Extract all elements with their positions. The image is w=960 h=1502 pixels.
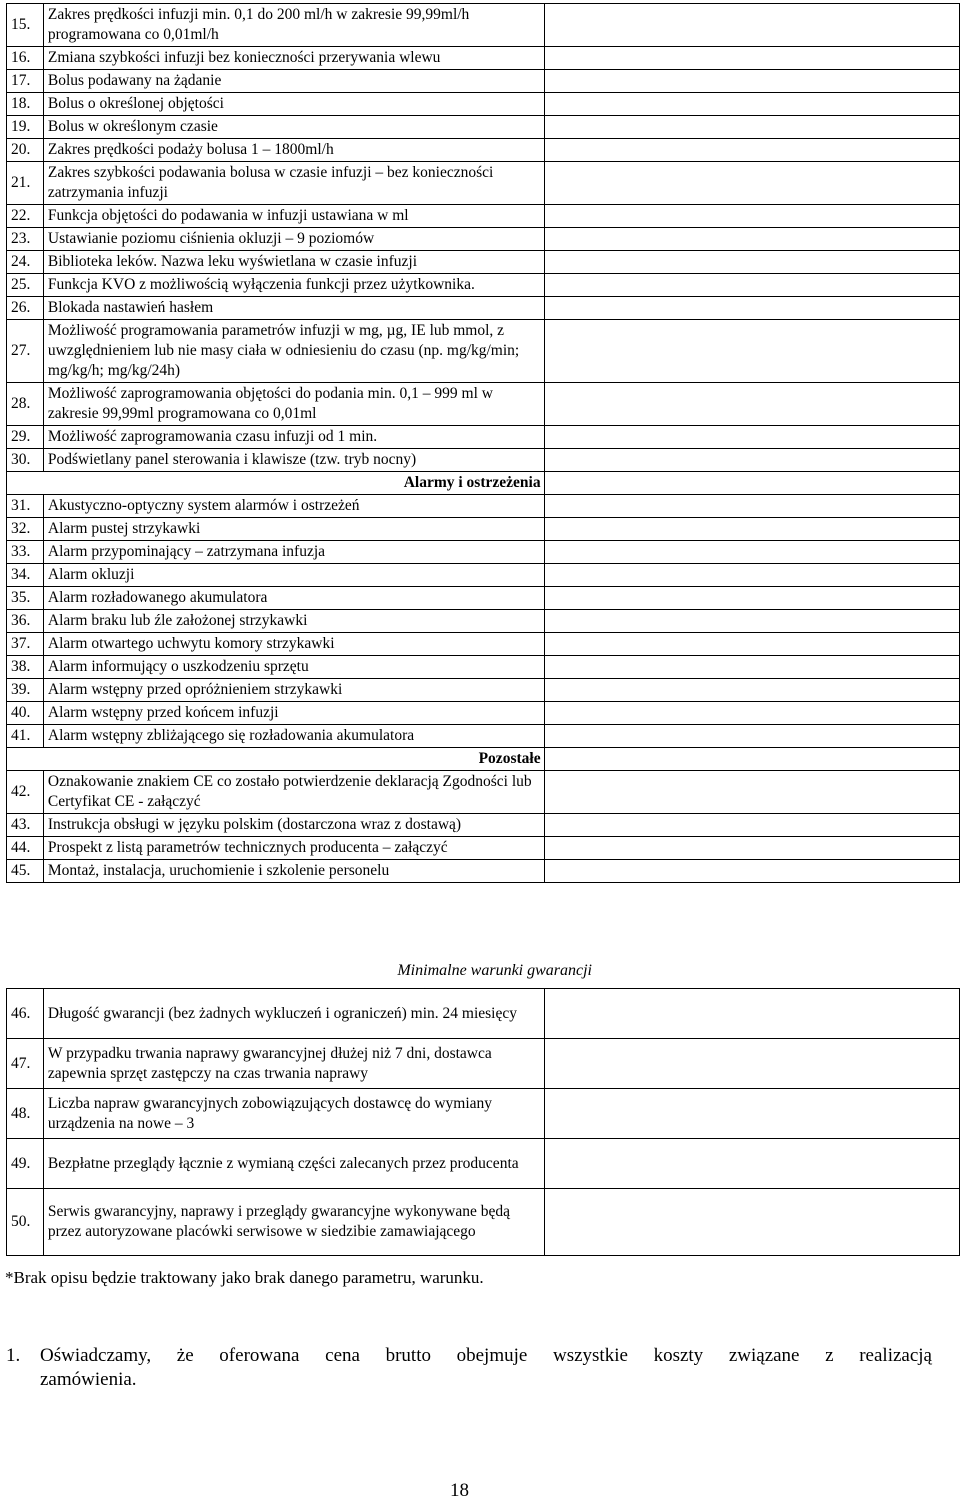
answer-cell bbox=[544, 587, 959, 610]
item-number: 47. bbox=[7, 1039, 44, 1089]
item-description: Bolus w określonym czasie bbox=[43, 116, 544, 139]
item-description: Alarm pustej strzykawki bbox=[43, 518, 544, 541]
item-description: Ustawianie poziomu ciśnienia okluzji – 9 poziomów bbox=[43, 228, 544, 251]
warranty-caption: Minimalne warunki gwarancji bbox=[397, 962, 592, 979]
declaration-number: 1. bbox=[6, 1345, 21, 1366]
warranty-rows bbox=[7, 989, 960, 1256]
answer-cell bbox=[544, 748, 959, 771]
item-description: Zakres szybkości podawania bolusa w czasie infuzji – bez konieczności zatrzymania infuzji bbox=[43, 162, 544, 205]
table-row bbox=[7, 4, 960, 47]
table-row bbox=[7, 1189, 960, 1256]
item-number: 38. bbox=[7, 656, 44, 679]
answer-cell bbox=[544, 564, 959, 587]
table-row bbox=[7, 205, 960, 228]
page-number: 18 bbox=[450, 1480, 469, 1501]
item-number: 32. bbox=[7, 518, 44, 541]
item-description: Alarm okluzji bbox=[43, 564, 544, 587]
item-number: 50. bbox=[7, 1189, 44, 1256]
declaration-continuation: zamówienia. bbox=[40, 1369, 137, 1390]
item-description: Bezpłatne przeglądy łącznie z wymianą części zalecanych przez producenta bbox=[43, 1139, 544, 1189]
item-number: 18. bbox=[7, 93, 44, 116]
answer-cell bbox=[544, 228, 959, 251]
answer-cell bbox=[544, 771, 959, 814]
answer-cell bbox=[544, 860, 959, 883]
answer-cell bbox=[544, 383, 959, 426]
item-description: Montaż, instalacja, uruchomienie i szkolenie personelu bbox=[43, 860, 544, 883]
item-number: 21. bbox=[7, 162, 44, 205]
answer-cell bbox=[544, 116, 959, 139]
table-row bbox=[7, 162, 960, 205]
table-row bbox=[7, 93, 960, 116]
table-row bbox=[7, 116, 960, 139]
section-title-alarms: Alarmy i ostrzeżenia bbox=[7, 472, 545, 495]
section-header-row bbox=[7, 472, 960, 495]
answer-cell bbox=[544, 610, 959, 633]
table-row bbox=[7, 1089, 960, 1139]
section-title-other: Pozostałe bbox=[7, 748, 545, 771]
table-row bbox=[7, 383, 960, 426]
footnote: *Brak opisu będzie traktowany jako brak danego parametru, warunku. bbox=[5, 1268, 484, 1287]
item-number: 49. bbox=[7, 1139, 44, 1189]
item-number: 40. bbox=[7, 702, 44, 725]
item-description: Biblioteka leków. Nazwa leku wyświetlana w czasie infuzji bbox=[43, 251, 544, 274]
table-row bbox=[7, 47, 960, 70]
item-description: Alarm przypominający – zatrzymana infuzja bbox=[43, 541, 544, 564]
answer-cell bbox=[544, 297, 959, 320]
table-row bbox=[7, 771, 960, 814]
item-description: Alarm wstępny zbliżającego się rozładowania akumulatora bbox=[43, 725, 544, 748]
item-number: 19. bbox=[7, 116, 44, 139]
answer-cell bbox=[544, 656, 959, 679]
item-number: 41. bbox=[7, 725, 44, 748]
table-row bbox=[7, 1039, 960, 1089]
item-description: Alarm braku lub źle założonej strzykawki bbox=[43, 610, 544, 633]
table-row bbox=[7, 426, 960, 449]
answer-cell bbox=[544, 541, 959, 564]
item-number: 20. bbox=[7, 139, 44, 162]
declaration-first-line bbox=[6, 1344, 932, 1368]
answer-cell bbox=[544, 426, 959, 449]
item-number: 25. bbox=[7, 274, 44, 297]
table-row bbox=[7, 139, 960, 162]
answer-cell bbox=[544, 320, 959, 383]
answer-cell bbox=[544, 518, 959, 541]
item-description: Alarm otwartego uchwytu komory strzykawki bbox=[43, 633, 544, 656]
table-row bbox=[7, 251, 960, 274]
item-description: Alarm rozładowanego akumulatora bbox=[43, 587, 544, 610]
answer-cell bbox=[544, 1189, 959, 1256]
table-row bbox=[7, 587, 960, 610]
answer-cell bbox=[544, 4, 959, 47]
table-row bbox=[7, 702, 960, 725]
item-number: 16. bbox=[7, 47, 44, 70]
item-number: 42. bbox=[7, 771, 44, 814]
other-rows bbox=[7, 771, 960, 883]
item-number: 26. bbox=[7, 297, 44, 320]
answer-cell bbox=[544, 472, 959, 495]
item-description: Bolus o określonej objętości bbox=[43, 93, 544, 116]
table-row bbox=[7, 989, 960, 1039]
item-number: 46. bbox=[7, 989, 44, 1039]
spec-rows bbox=[7, 4, 960, 472]
item-description: Funkcja objętości do podawania w infuzji ustawiana w ml bbox=[43, 205, 544, 228]
table-row bbox=[7, 274, 960, 297]
item-description: Alarm informujący o uszkodzeniu sprzętu bbox=[43, 656, 544, 679]
answer-cell bbox=[544, 837, 959, 860]
answer-cell bbox=[544, 702, 959, 725]
table-row bbox=[7, 656, 960, 679]
item-number: 34. bbox=[7, 564, 44, 587]
item-description: Alarm wstępny przed końcem infuzji bbox=[43, 702, 544, 725]
item-number: 30. bbox=[7, 449, 44, 472]
item-number: 44. bbox=[7, 837, 44, 860]
item-description: W przypadku trwania naprawy gwarancyjnej dłużej niż 7 dni, dostawca zapewnia sprzęt zastępczy na czas trwania naprawy bbox=[43, 1039, 544, 1089]
item-description: Blokada nastawień hasłem bbox=[43, 297, 544, 320]
item-description: Serwis gwarancyjny, naprawy i przeglądy gwarancyjne wykonywane będą przez autoryzowane placówki serwisowe w siedzibie zamawiającego bbox=[43, 1189, 544, 1256]
answer-cell bbox=[544, 989, 959, 1039]
answer-cell bbox=[544, 70, 959, 93]
answer-cell bbox=[544, 725, 959, 748]
declaration bbox=[6, 1344, 932, 1392]
item-number: 39. bbox=[7, 679, 44, 702]
alarms-section bbox=[7, 472, 960, 495]
answer-cell bbox=[544, 814, 959, 837]
item-number: 29. bbox=[7, 426, 44, 449]
item-description: Akustyczno-optyczny system alarmów i ostrzeżeń bbox=[43, 495, 544, 518]
item-number: 36. bbox=[7, 610, 44, 633]
item-description: Alarm wstępny przed opróżnieniem strzykawki bbox=[43, 679, 544, 702]
table-row bbox=[7, 725, 960, 748]
item-number: 43. bbox=[7, 814, 44, 837]
table-row bbox=[7, 320, 960, 383]
item-number: 48. bbox=[7, 1089, 44, 1139]
answer-cell bbox=[544, 205, 959, 228]
answer-cell bbox=[544, 633, 959, 656]
item-description: Bolus podawany na żądanie bbox=[43, 70, 544, 93]
answer-cell bbox=[544, 1139, 959, 1189]
answer-cell bbox=[544, 274, 959, 297]
item-number: 24. bbox=[7, 251, 44, 274]
answer-cell bbox=[544, 495, 959, 518]
item-number: 22. bbox=[7, 205, 44, 228]
item-description: Możliwość programowania parametrów infuzji w mg, µg, IE lub mmol, z uwzględnieniem lub nie masy ciała w odniesieniu do czasu (np. mg/kg/min; mg/kg/h; mg/kg/24h) bbox=[43, 320, 544, 383]
answer-cell bbox=[544, 1039, 959, 1089]
item-description: Zakres prędkości podaży bolusa 1 – 1800ml/h bbox=[43, 139, 544, 162]
table-row bbox=[7, 610, 960, 633]
item-number: 35. bbox=[7, 587, 44, 610]
answer-cell bbox=[544, 47, 959, 70]
answer-cell bbox=[544, 679, 959, 702]
table-row bbox=[7, 1139, 960, 1189]
declaration-text: Oświadczamy, że oferowana cena brutto obejmuje wszystkie koszty związane z realizacją bbox=[40, 1345, 932, 1366]
item-description: Liczba napraw gwarancyjnych zobowiązujących dostawcę do wymiany urządzenia na nowe – 3 bbox=[43, 1089, 544, 1139]
item-description: Zakres prędkości infuzji min. 0,1 do 200 ml/h w zakresie 99,99ml/h programowana co 0,01ml/h bbox=[43, 4, 544, 47]
table-row bbox=[7, 814, 960, 837]
answer-cell bbox=[544, 162, 959, 205]
answer-cell bbox=[544, 1089, 959, 1139]
table-row bbox=[7, 228, 960, 251]
table-row bbox=[7, 679, 960, 702]
item-number: 15. bbox=[7, 4, 44, 47]
other-section bbox=[7, 748, 960, 771]
item-description: Możliwość zaprogramowania czasu infuzji od 1 min. bbox=[43, 426, 544, 449]
table-row bbox=[7, 495, 960, 518]
item-number: 31. bbox=[7, 495, 44, 518]
item-number: 17. bbox=[7, 70, 44, 93]
table-row bbox=[7, 70, 960, 93]
table-row bbox=[7, 837, 960, 860]
alarm-rows bbox=[7, 495, 960, 748]
item-description: Długość gwarancji (bez żadnych wykluczeń i ograniczeń) min. 24 miesięcy bbox=[43, 989, 544, 1039]
item-number: 27. bbox=[7, 320, 44, 383]
table-row bbox=[7, 518, 960, 541]
answer-cell bbox=[544, 93, 959, 116]
item-description: Zmiana szybkości infuzji bez konieczności przerywania wlewu bbox=[43, 47, 544, 70]
table-row bbox=[7, 541, 960, 564]
answer-cell bbox=[544, 139, 959, 162]
table-row bbox=[7, 449, 960, 472]
specification-table bbox=[6, 3, 960, 883]
answer-cell bbox=[544, 449, 959, 472]
item-description: Oznakowanie znakiem CE co zostało potwierdzenie deklaracją Zgodności lub Certyfikat CE - załączyć bbox=[43, 771, 544, 814]
item-number: 33. bbox=[7, 541, 44, 564]
item-number: 23. bbox=[7, 228, 44, 251]
item-description: Prospekt z listą parametrów technicznych producenta – załączyć bbox=[43, 837, 544, 860]
item-number: 37. bbox=[7, 633, 44, 656]
warranty-table bbox=[6, 988, 960, 1256]
table-row bbox=[7, 860, 960, 883]
item-description: Możliwość zaprogramowania objętości do podania min. 0,1 – 999 ml w zakresie 99,99ml programowana co 0,01ml bbox=[43, 383, 544, 426]
item-number: 45. bbox=[7, 860, 44, 883]
section-header-row bbox=[7, 748, 960, 771]
table-row bbox=[7, 633, 960, 656]
item-description: Podświetlany panel sterowania i klawisze (tzw. tryb nocny) bbox=[43, 449, 544, 472]
answer-cell bbox=[544, 251, 959, 274]
table-row bbox=[7, 564, 960, 587]
item-number: 28. bbox=[7, 383, 44, 426]
item-description: Funkcja KVO z możliwością wyłączenia funkcji przez użytkownika. bbox=[43, 274, 544, 297]
item-description: Instrukcja obsługi w języku polskim (dostarczona wraz z dostawą) bbox=[43, 814, 544, 837]
table-row bbox=[7, 297, 960, 320]
